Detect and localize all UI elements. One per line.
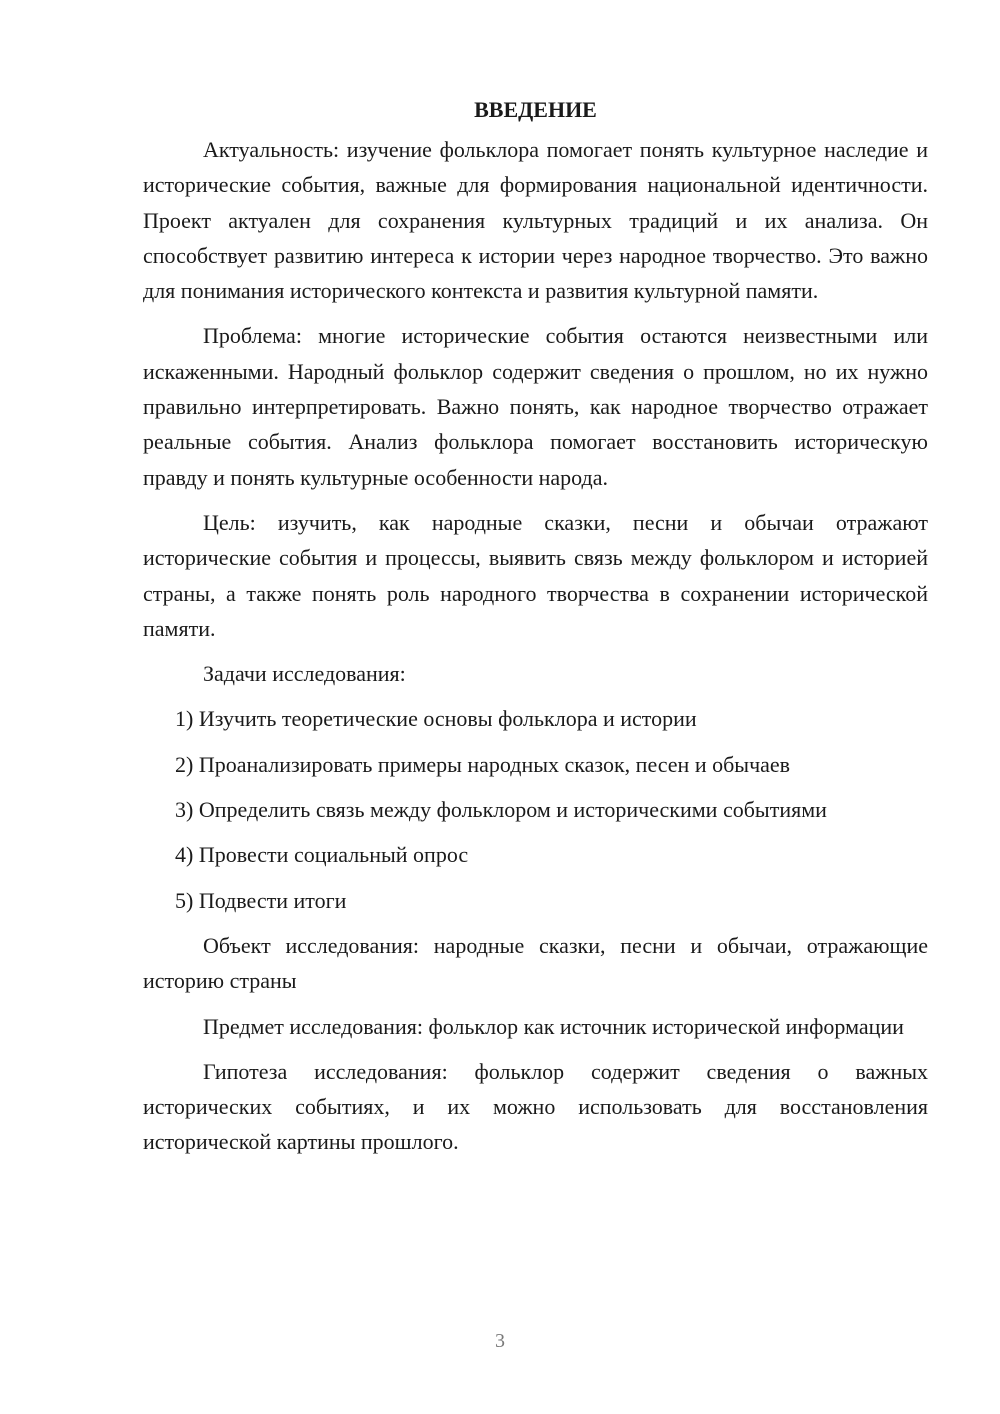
task-item: 4) Провести социальный опрос (175, 842, 469, 868)
object-paragraph: Объект исследования: народные сказки, песни и обычаи, отражающие историю страны (143, 932, 928, 994)
task-item: 5) Подвести итоги (175, 887, 347, 913)
goal-paragraph: Цель: изучить, как народные сказки, песни и обычаи отражают исторические события и процессы, выявить связь между фольклором и историей страны, а также понять роль народного творчества в сохранении исторической памяти. (143, 509, 928, 641)
hypothesis-paragraph: Гипотеза исследования: фольклор содержит сведения о важных исторических событиях, и их можно использовать для восстановления исторической картины прошлого. (143, 1058, 928, 1155)
tasks-list (143, 701, 928, 917)
task-item: 3) Определить связь между фольклором и историческими событиями (175, 797, 827, 823)
tasks-heading: Задачи исследования: (203, 661, 406, 687)
task-item: 2) Проанализировать примеры народных сказок, песен и обычаев (175, 751, 791, 777)
subject-paragraph: Предмет исследования: фольклор как источник исторической информации (203, 1013, 904, 1039)
page-number: 3 (495, 1330, 505, 1352)
task-item: 1) Изучить теоретические основы фольклора и истории (175, 706, 697, 732)
relevance-paragraph: Актуальность: изучение фольклора помогает понять культурное наследие и исторические события, важные для формирования национальной идентичности. Проект актуален для сохранения культурных традиций и их анализа. Он способствует развитию интереса к истории через народное творчество. Это важно для понимания исторического контекста и развития культурной памяти. (143, 137, 928, 304)
document-page (143, 92, 928, 1170)
section-title: ВВЕДЕНИЕ (474, 97, 597, 122)
problem-paragraph: Проблема: многие исторические события остаются неизвестными или искаженными. Народный фольклор содержит сведения о прошлом, но их нужно правильно интерпретировать. Важно понять, как народное творчество отражает реальные события. Анализ фольклора помогает восстановить историческую правду и понять культурные особенности народа. (143, 323, 928, 490)
